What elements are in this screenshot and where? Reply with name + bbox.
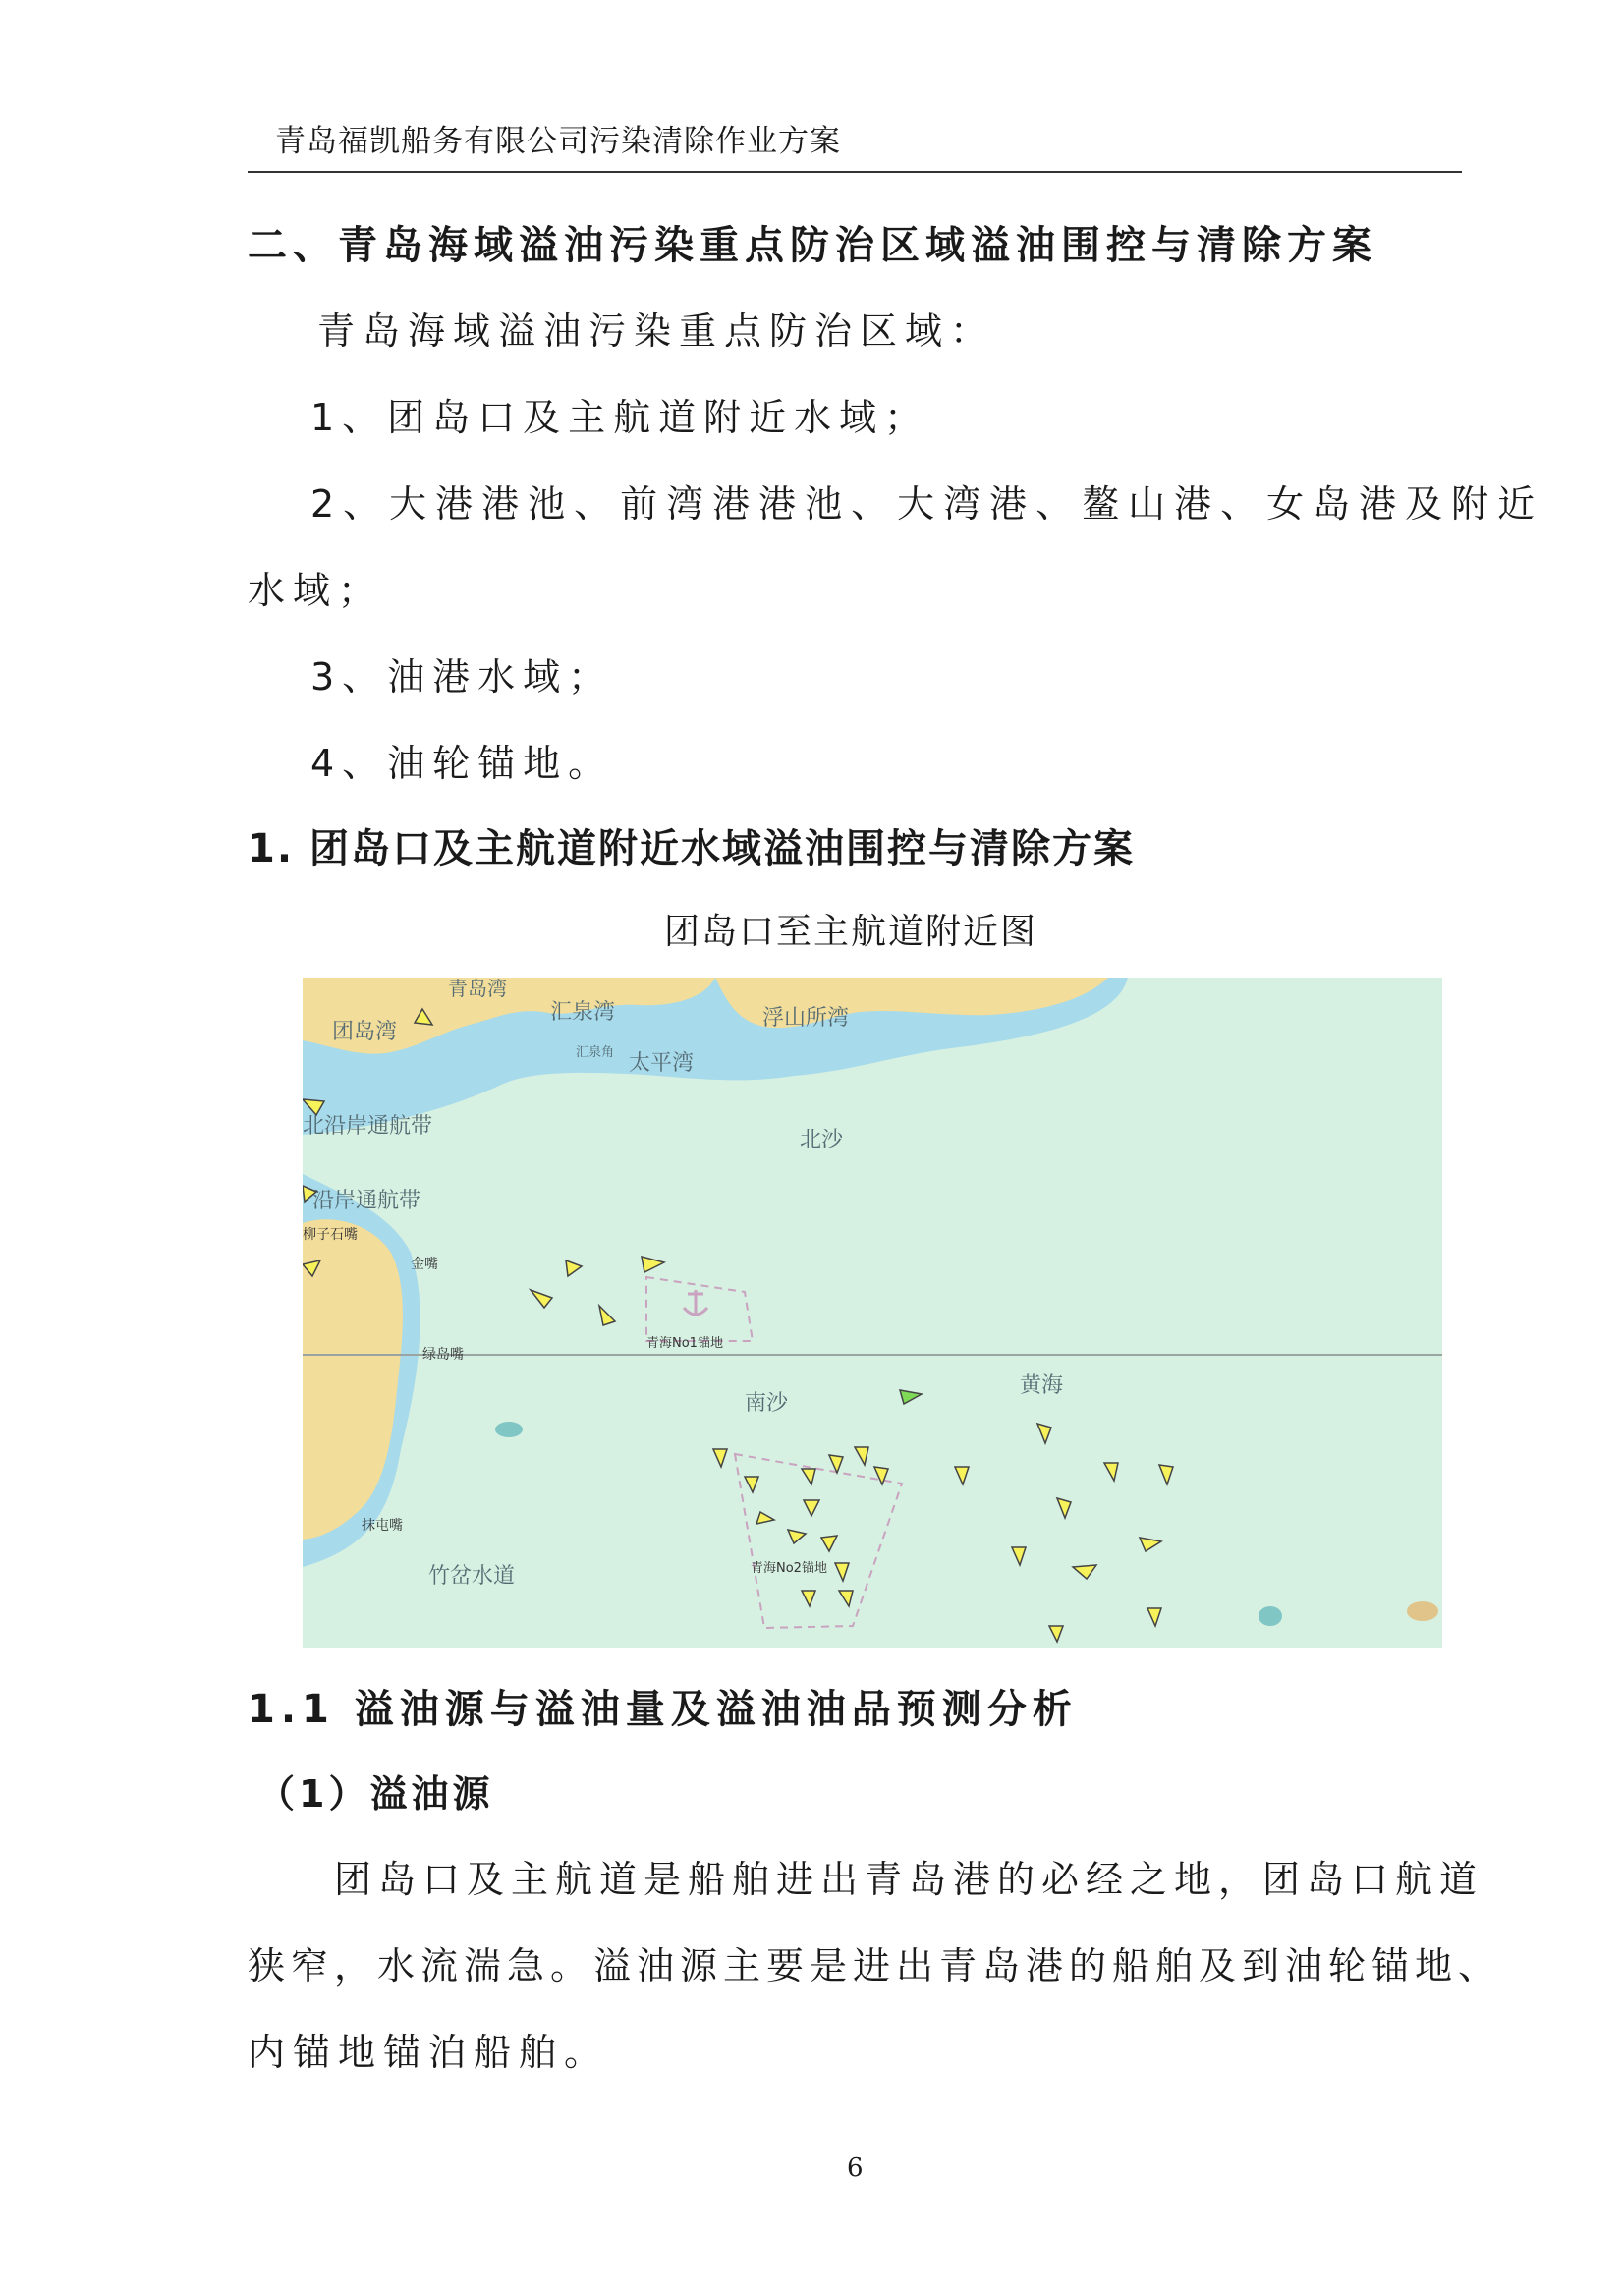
map-label-jinjiao: 金嘴 <box>411 1257 438 1272</box>
paragraph-line-3: 内锚地锚泊船舶。 <box>248 2031 610 2074</box>
list-item-1: 1、团岛口及主航道附近水域； <box>310 396 930 439</box>
page-header-title: 青岛福凯船务有限公司污染清除作业方案 <box>275 124 841 159</box>
map-label-huiquan-bay: 汇泉湾 <box>550 1000 616 1025</box>
page-number: 6 <box>847 2154 864 2183</box>
map-label-beisha: 北沙 <box>800 1128 844 1152</box>
map-label-zhucha: 竹岔水道 <box>428 1564 516 1589</box>
map-label-tuandao-bay: 团岛湾 <box>332 1020 398 1044</box>
list-item-2: 2、大港港池、前湾港港池、大湾港、鳌山港、女岛港及附近 <box>310 482 1544 526</box>
map-label-huiquan-jiao: 汇泉角 <box>576 1045 615 1060</box>
section-intro: 青岛海域溢油污染重点防治区域： <box>317 309 996 353</box>
map-label-anchorage-2: 青海No2锚地 <box>751 1561 827 1576</box>
subsection-heading: 1. 团岛口及主航道附近水域溢油围控与清除方案 <box>248 826 1135 871</box>
map-label-lvdao: 绿岛嘴 <box>422 1347 464 1363</box>
paragraph-line-1: 团岛口及主航道是船舶进出青岛港的必经之地，团岛口航道 <box>334 1858 1484 1901</box>
map-label-liuzishi: 柳子石嘴 <box>303 1227 358 1243</box>
paragraph-line-2: 狭窄，水流湍急。溢油源主要是进出青岛港的船舶及到油轮锚地、 <box>248 1944 1502 1988</box>
header-rule <box>248 171 1462 173</box>
list-item-4: 4、油轮锚地。 <box>310 742 614 785</box>
map-label-nansha: 南沙 <box>745 1391 789 1416</box>
map-label-north-lane: 北沿岸通航带 <box>303 1114 433 1139</box>
list-item-2-continued: 水域； <box>248 569 384 612</box>
list-item-3: 3、油港水域； <box>310 655 614 699</box>
figure-caption: 团岛口至主航道附近图 <box>664 912 1038 952</box>
section-heading: 二、青岛海域溢油污染重点防治区域溢油围控与清除方案 <box>248 223 1377 268</box>
map-label-taiping-bay: 太平湾 <box>629 1051 695 1076</box>
map-label-huanghai: 黄海 <box>1020 1373 1064 1398</box>
analysis-heading: 1.1 溢油源与溢油量及溢油油品预测分析 <box>248 1687 1078 1732</box>
map-label-qingdao-bay: 青岛湾 <box>448 978 507 1000</box>
nautical-chart-map <box>303 978 1442 1648</box>
oil-source-heading: （1）溢油源 <box>257 1772 494 1816</box>
map-label-hanzhen: 抹屯嘴 <box>362 1518 403 1534</box>
map-label-anchorage-1: 青海No1锚地 <box>646 1336 723 1351</box>
map-label-fushan-bay: 浮山所湾 <box>762 1006 850 1031</box>
map-label-coastal-lane: 沿岸通航带 <box>312 1189 421 1213</box>
